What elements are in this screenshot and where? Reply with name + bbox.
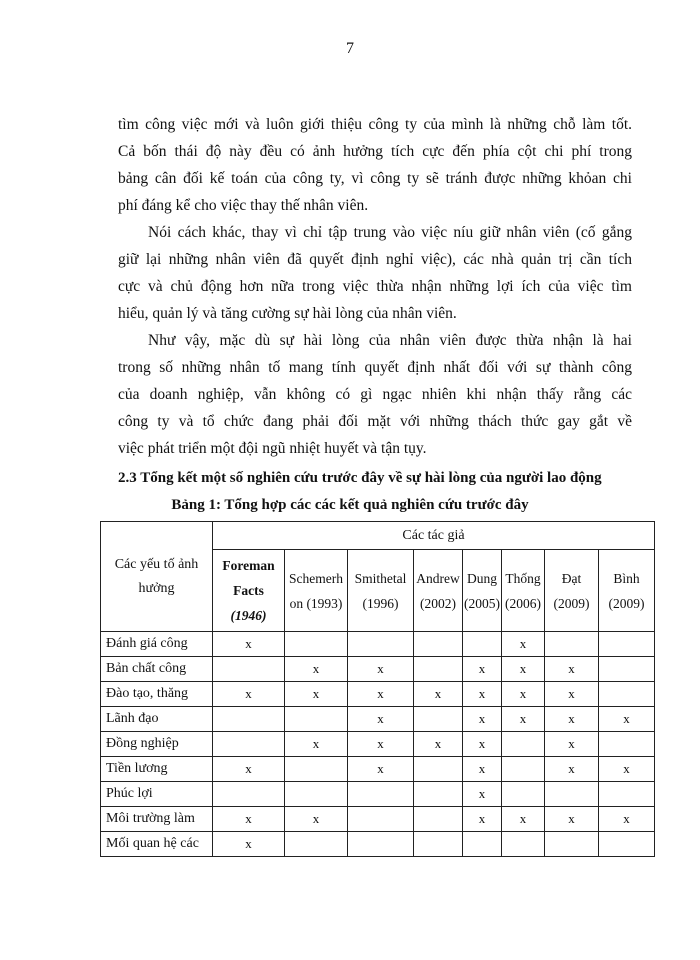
mark-cell <box>285 757 348 782</box>
mark-cell <box>502 732 545 757</box>
author-name: Dung <box>467 570 497 586</box>
mark-cell: x <box>463 707 502 732</box>
factor-header-line: Các yếu tố ảnh <box>114 556 199 572</box>
table-row <box>101 632 655 657</box>
author-year: (2006) <box>505 595 541 611</box>
mark-cell <box>599 832 655 857</box>
mark-cell: x <box>545 682 599 707</box>
author-dung <box>463 550 502 632</box>
author-name: Smithetal <box>354 570 407 586</box>
factor-cell: Bản chất công <box>101 657 213 682</box>
authors-header: Các tác giả <box>213 522 655 550</box>
author-year: (2005) <box>464 595 500 611</box>
factor-header <box>101 522 213 632</box>
mark-cell: x <box>502 807 545 832</box>
paragraph-line: Nói cách khác, thay vì chỉ tập trung vào việc níu giữ nhân viên (cố gắng <box>148 224 632 241</box>
factor-cell: Lãnh đạo <box>101 707 213 732</box>
paragraph-2 <box>118 219 632 327</box>
author-binh <box>599 550 655 632</box>
mark-cell <box>502 757 545 782</box>
author-name: Facts <box>233 583 264 598</box>
paragraph-line: việc phát triển một đội ngũ nhiệt huyết và tận tụy. <box>118 440 427 457</box>
mark-cell <box>414 782 463 807</box>
author-year: (2009) <box>608 595 645 611</box>
mark-cell: x <box>545 757 599 782</box>
mark-cell: x <box>213 757 285 782</box>
factor-cell: Phúc lợi <box>101 782 213 807</box>
mark-cell <box>599 632 655 657</box>
mark-cell <box>285 782 348 807</box>
factor-cell: Đào tạo, thăng <box>101 682 213 707</box>
mark-cell <box>348 807 414 832</box>
page-number: 7 <box>346 40 354 57</box>
mark-cell <box>285 832 348 857</box>
mark-cell <box>463 632 502 657</box>
mark-cell: x <box>502 657 545 682</box>
mark-cell: x <box>463 657 502 682</box>
mark-cell <box>213 707 285 732</box>
mark-cell <box>213 732 285 757</box>
author-dat <box>545 550 599 632</box>
mark-cell <box>463 832 502 857</box>
mark-cell: x <box>502 632 545 657</box>
mark-cell <box>502 832 545 857</box>
mark-cell <box>414 832 463 857</box>
author-thong <box>502 550 545 632</box>
mark-cell: x <box>414 682 463 707</box>
mark-cell <box>414 807 463 832</box>
mark-cell: x <box>348 682 414 707</box>
mark-cell <box>348 832 414 857</box>
mark-cell <box>414 707 463 732</box>
mark-cell: x <box>502 707 545 732</box>
factor-cell: Môi trường làm <box>101 807 213 832</box>
paragraph-line: tìm công việc mới và luôn giới thiệu công ty của mình là những chỗ làm tốt. <box>118 116 632 133</box>
mark-cell: x <box>599 807 655 832</box>
mark-cell: x <box>348 757 414 782</box>
paragraph-line: hiểu, quản lý và tăng cường sự hài lòng của nhân viên. <box>118 305 457 322</box>
mark-cell <box>599 732 655 757</box>
mark-cell: x <box>213 832 285 857</box>
author-name: Andrew <box>416 570 460 586</box>
paragraph-1 <box>118 111 632 219</box>
mark-cell: x <box>213 807 285 832</box>
section-heading: 2.3 Tổng kết một số nghiên cứu trước đây về sự hài lòng của người lao động <box>118 470 602 486</box>
paragraph-line: giữ lại những nhân viên đã quyết định nghỉ việc), các nhà quản trị cần tích <box>118 251 632 268</box>
table-row <box>101 682 655 707</box>
mark-cell: x <box>414 732 463 757</box>
author-year: on (1993) <box>289 595 343 611</box>
mark-cell: x <box>463 732 502 757</box>
mark-cell: x <box>599 757 655 782</box>
mark-cell <box>545 632 599 657</box>
mark-cell <box>599 782 655 807</box>
paragraph-3 <box>118 327 632 462</box>
mark-cell: x <box>348 657 414 682</box>
mark-cell: x <box>285 682 348 707</box>
paragraph-line: phí đáng kể cho việc thay thế nhân viên. <box>118 197 369 214</box>
mark-cell: x <box>545 732 599 757</box>
mark-cell <box>414 657 463 682</box>
author-foreman <box>213 550 285 632</box>
table-row <box>101 782 655 807</box>
mark-cell: x <box>285 807 348 832</box>
author-name: Schemerh <box>289 570 343 586</box>
factor-header-line: hưởng <box>138 580 175 596</box>
mark-cell: x <box>502 682 545 707</box>
factor-cell: Đánh giá công <box>101 632 213 657</box>
table-caption: Bảng 1: Tổng hợp các các kết quả nghiên cứu trước đây <box>171 497 529 513</box>
research-summary-table <box>100 521 655 857</box>
paragraph-line: Cả bốn thái độ này đều có ảnh hưởng tích cực đến phía cột chi phí trong <box>118 143 632 160</box>
mark-cell: x <box>463 782 502 807</box>
mark-cell: x <box>285 657 348 682</box>
mark-cell: x <box>463 757 502 782</box>
table-row <box>101 732 655 757</box>
mark-cell <box>545 832 599 857</box>
mark-cell <box>285 707 348 732</box>
paragraph-line: Như vậy, mặc dù sự hài lòng của nhân viên được thừa nhận là hai <box>148 332 632 349</box>
author-year: (1946) <box>230 608 267 623</box>
mark-cell: x <box>545 807 599 832</box>
mark-cell: x <box>348 732 414 757</box>
table-row <box>101 757 655 782</box>
mark-cell: x <box>463 807 502 832</box>
author-year: (2002) <box>420 595 456 611</box>
mark-cell: x <box>213 632 285 657</box>
mark-cell <box>414 757 463 782</box>
mark-cell: x <box>545 657 599 682</box>
paragraph-line: công ty và tổ chức đang phải đối mặt với những thách thức gay gắt về <box>118 413 632 430</box>
table-row <box>101 707 655 732</box>
mark-cell <box>599 682 655 707</box>
author-smithetal <box>348 550 414 632</box>
author-name: Bình <box>613 570 640 586</box>
mark-cell: x <box>348 707 414 732</box>
author-year: (2009) <box>553 595 590 611</box>
mark-cell: x <box>285 732 348 757</box>
paragraph-line: trong số những nhân tố mang tính quyết định nhất đối với sự thành công <box>118 359 632 376</box>
mark-cell <box>545 782 599 807</box>
author-year: (1996) <box>362 595 399 611</box>
mark-cell <box>213 657 285 682</box>
factor-cell: Tiền lương <box>101 757 213 782</box>
paragraph-line: cực và chủ động hơn nữa trong việc thừa nhận những lợi ích của việc tìm <box>118 278 632 295</box>
mark-cell <box>285 632 348 657</box>
author-schemerhon <box>285 550 348 632</box>
mark-cell <box>348 632 414 657</box>
mark-cell <box>599 657 655 682</box>
mark-cell <box>213 782 285 807</box>
mark-cell: x <box>599 707 655 732</box>
author-name: Foreman <box>222 558 275 573</box>
table-row <box>101 807 655 832</box>
author-name: Thống <box>505 570 541 586</box>
paragraph-line: của doanh nghiệp, vẫn không có gì ngạc nhiên khi nhận thấy rằng các <box>118 386 632 403</box>
table-row <box>101 657 655 682</box>
mark-cell <box>348 782 414 807</box>
table-header-row <box>101 522 655 550</box>
author-andrew <box>414 550 463 632</box>
mark-cell <box>502 782 545 807</box>
mark-cell: x <box>213 682 285 707</box>
author-name: Đạt <box>561 570 582 586</box>
mark-cell: x <box>545 707 599 732</box>
mark-cell <box>414 632 463 657</box>
table-row <box>101 832 655 857</box>
paragraph-line: bảng cân đối kế toán của công ty, vì công ty sẽ tránh được những khỏan chi <box>118 170 632 187</box>
factor-cell: Mối quan hệ các <box>101 832 213 857</box>
factor-cell: Đồng nghiệp <box>101 732 213 757</box>
mark-cell: x <box>463 682 502 707</box>
